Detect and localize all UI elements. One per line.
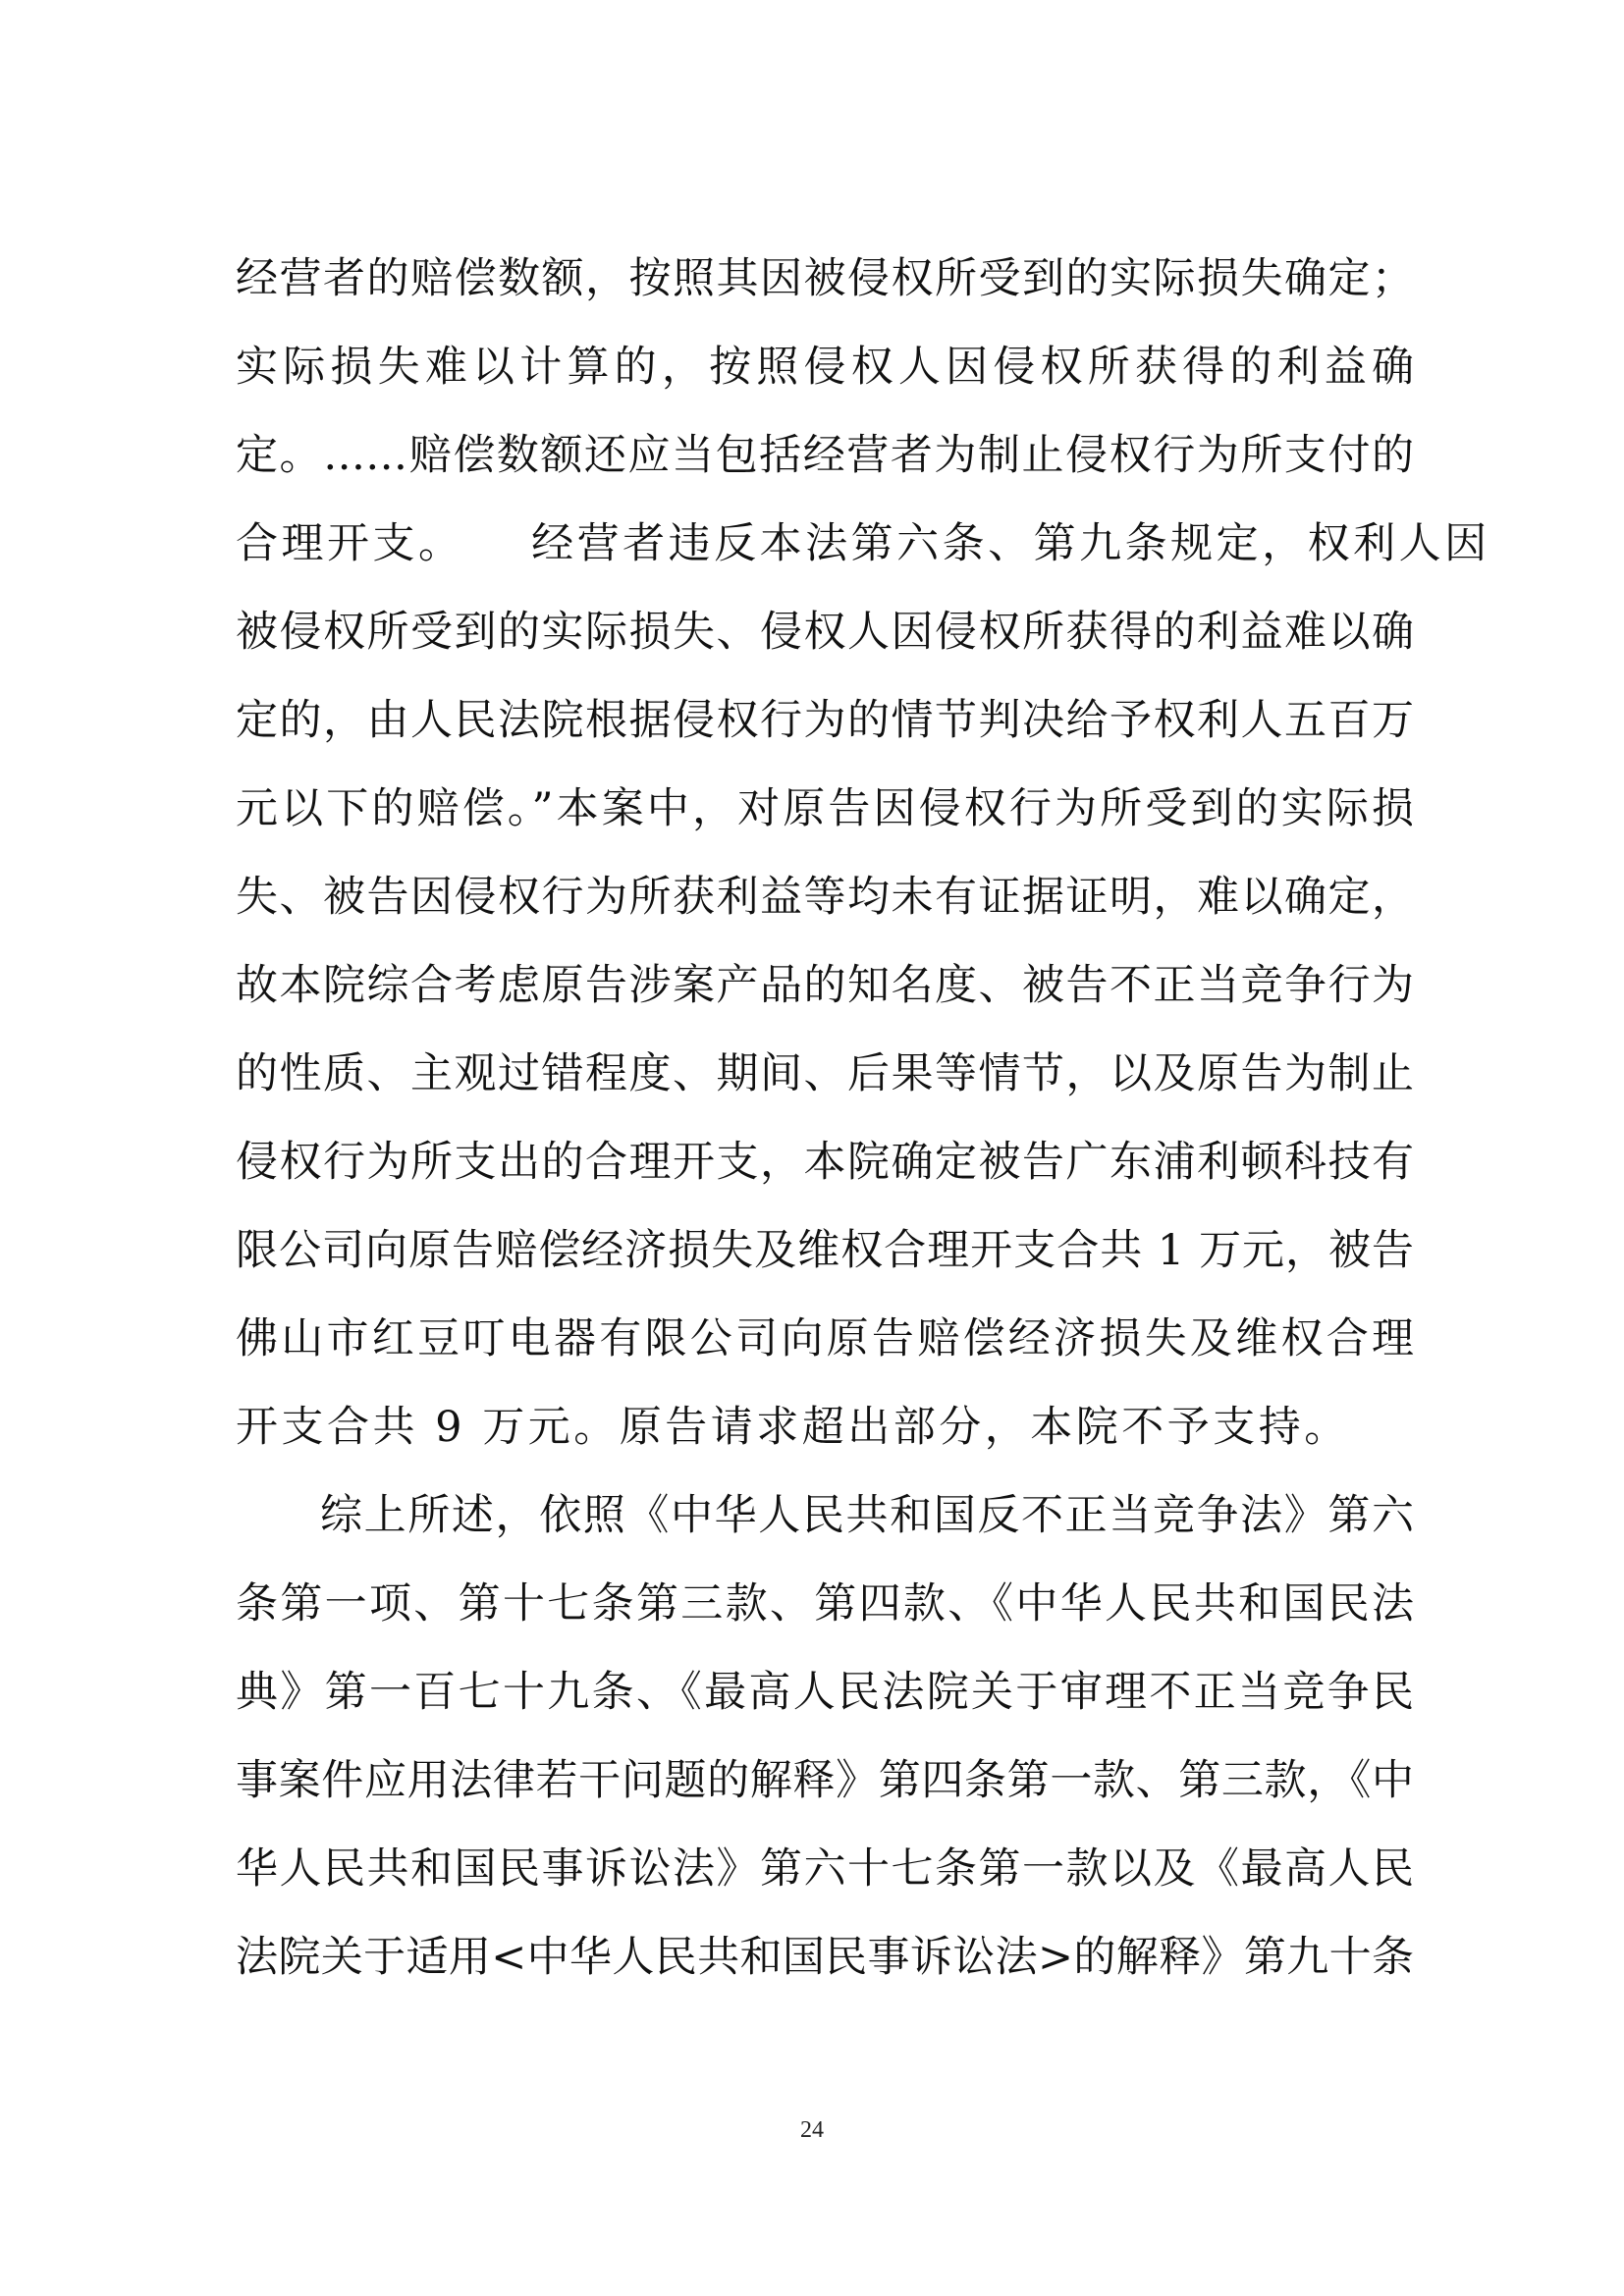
page-number: 24 [800, 2117, 824, 2143]
text-line: 佛山市红豆叮电器有限公司向原告赔偿经济损失及维权合理 [236, 1314, 1414, 1363]
text-line: 定。……赔偿数额还应当包括经营者为制止侵权行为所支付的 [236, 431, 1414, 480]
text-line: 条第一项、第十七条第三款、第四款、《中华人民共和国民法 [236, 1579, 1414, 1629]
text-line: 元以下的赔偿。”本案中，对原告因侵权行为所受到的实际损 [236, 784, 1414, 833]
text-line: 典》第一百七十九条、《最高人民法院关于审理不正当竞争民 [236, 1668, 1414, 1717]
text-line: 合理开支。 经营者违反本法第六条、第九条规定，权利人因 [236, 519, 1490, 568]
text-line: 经营者的赔偿数额，按照其因被侵权所受到的实际损失确定； [236, 254, 1414, 303]
text-line: 华人民共和国民事诉讼法》第六十七条第一款以及《最高人民 [236, 1844, 1414, 1894]
text-line: 限公司向原告赔偿经济损失及维权合理开支合共 1 万元，被告 [236, 1226, 1414, 1275]
text-line: 失、被告因侵权行为所获利益等均未有证据证明，难以确定， [236, 873, 1414, 922]
text-line: 法院关于适用<中华人民共和国民事诉讼法>的解释》第九十条 [236, 1933, 1414, 1982]
text-line: 事案件应用法律若干问题的解释》第四条第一款、第三款，《中 [236, 1756, 1414, 1805]
text-line: 的性质、主观过错程度、期间、后果等情节，以及原告为制止 [236, 1049, 1414, 1098]
paragraph-first-line: 综上所述，依照《中华人民共和国反不正当竞争法》第六 [320, 1491, 1414, 1540]
text-line: 故本院综合考虑原告涉案产品的知名度、被告不正当竞争行为 [236, 961, 1414, 1010]
text-line: 实际损失难以计算的，按照侵权人因侵权所获得的利益确 [236, 343, 1414, 392]
text-line: 定的，由人民法院根据侵权行为的情节判决给予权利人五百万 [236, 696, 1414, 745]
text-line: 开支合共 9 万元。原告请求超出部分，本院不予支持。 [236, 1403, 1350, 1452]
text-line: 被侵权所受到的实际损失、侵权人因侵权所获得的利益难以确 [236, 608, 1414, 657]
text-line: 侵权行为所支出的合理开支，本院确定被告广东浦利顿科技有 [236, 1138, 1414, 1187]
